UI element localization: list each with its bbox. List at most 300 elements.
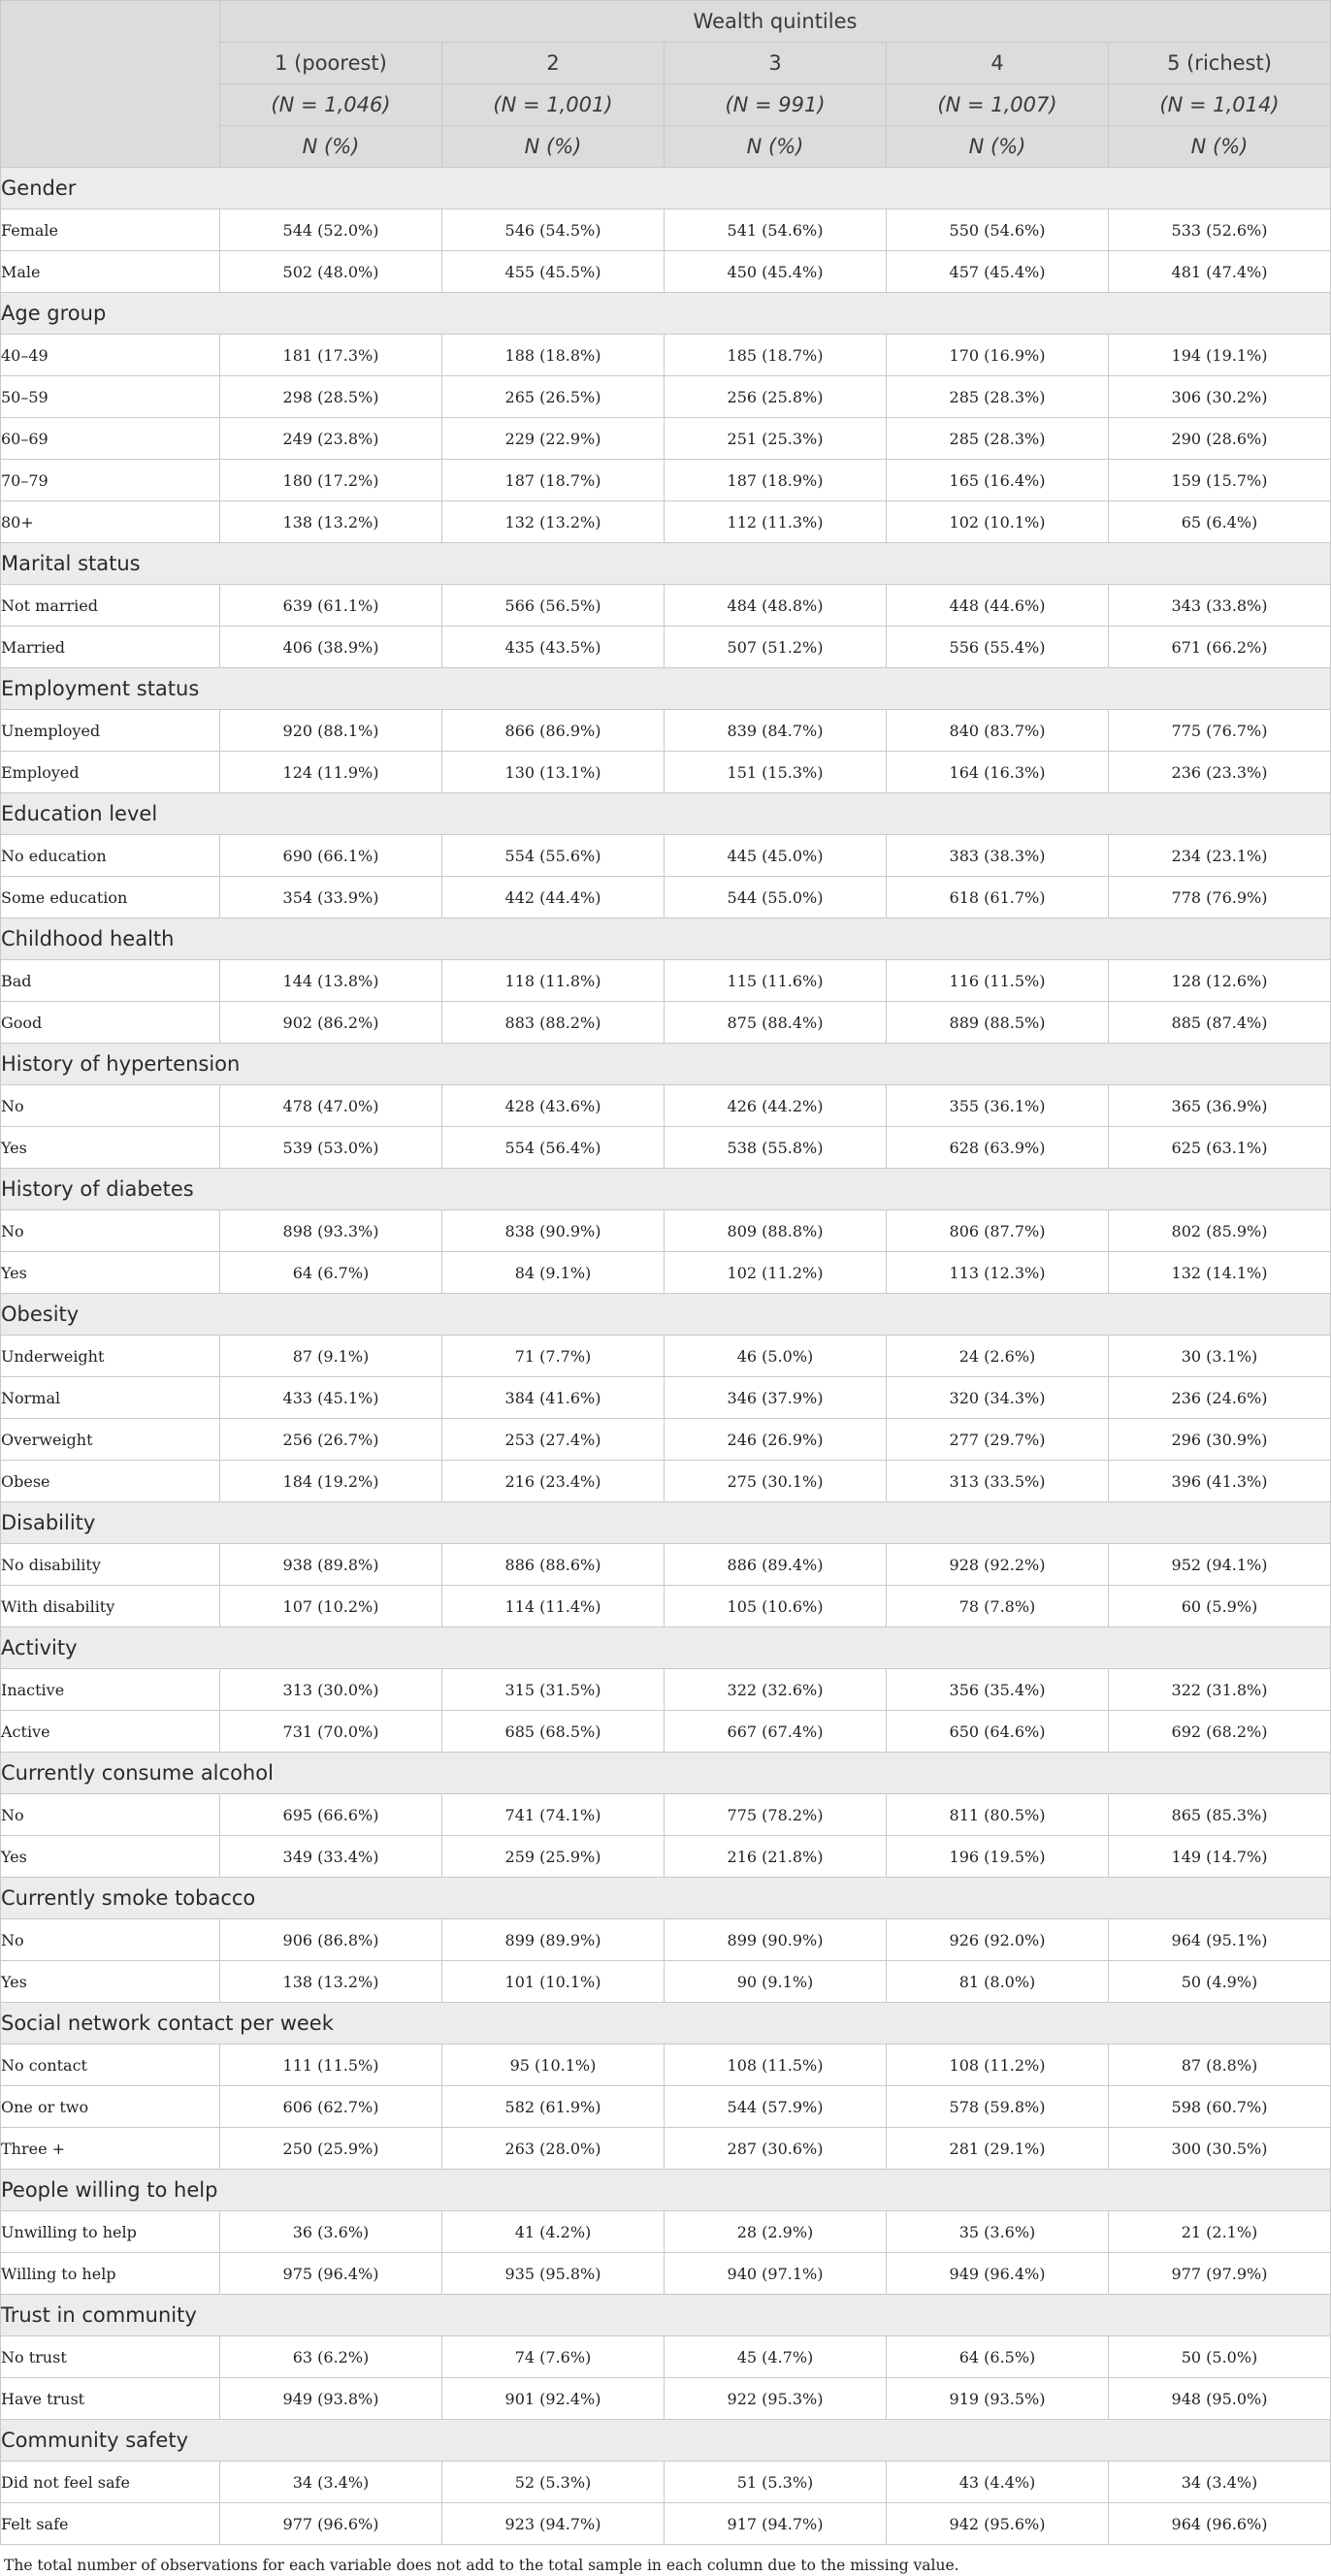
value-cell-quintile-4: 281 (29.1%)	[887, 2128, 1109, 2170]
value-cell-quintile-3: 544 (57.9%)	[665, 2086, 887, 2128]
value-cell-quintile-4: 356 (35.4%)	[887, 1669, 1109, 1711]
value-cell-quintile-1: 180 (17.2%)	[220, 460, 442, 501]
unit-header-4: N (%)	[887, 126, 1109, 168]
section-header-row	[1, 918, 1331, 960]
value-cell-quintile-1: 731 (70.0%)	[220, 1711, 442, 1753]
value-cell-quintile-5: 948 (95.0%)	[1109, 2378, 1331, 2420]
value-cell-quintile-2: 554 (55.6%)	[442, 835, 665, 877]
value-cell-quintile-2: 74 (7.6%)	[442, 2336, 665, 2378]
value-cell-quintile-1: 906 (86.8%)	[220, 1919, 442, 1961]
section-title: History of diabetes	[1, 1169, 1331, 1210]
value-cell-quintile-2: 265 (26.5%)	[442, 376, 665, 418]
value-cell-quintile-3: 246 (26.9%)	[665, 1419, 887, 1461]
value-cell-quintile-4: 285 (28.3%)	[887, 418, 1109, 460]
value-cell-quintile-5: 964 (95.1%)	[1109, 1919, 1331, 1961]
section-title: Currently consume alcohol	[1, 1753, 1331, 1794]
quintile-header-3: 3	[665, 43, 887, 84]
value-cell-quintile-2: 741 (74.1%)	[442, 1794, 665, 1836]
value-cell-quintile-2: 259 (25.9%)	[442, 1836, 665, 1878]
value-cell-quintile-5: 30 (3.1%)	[1109, 1336, 1331, 1377]
table-body	[1, 168, 1331, 2545]
value-cell-quintile-4: 949 (96.4%)	[887, 2253, 1109, 2295]
table-row	[1, 1711, 1331, 1753]
value-cell-quintile-3: 899 (90.9%)	[665, 1919, 887, 1961]
section-header-row	[1, 1294, 1331, 1336]
value-cell-quintile-2: 132 (13.2%)	[442, 501, 665, 543]
value-cell-quintile-1: 64 (6.7%)	[220, 1252, 442, 1294]
value-cell-quintile-1: 256 (26.7%)	[220, 1419, 442, 1461]
value-cell-quintile-4: 355 (36.1%)	[887, 1085, 1109, 1127]
table-row	[1, 2462, 1331, 2503]
value-cell-quintile-4: 448 (44.6%)	[887, 585, 1109, 627]
value-cell-quintile-1: 977 (96.6%)	[220, 2503, 442, 2545]
row-label: Unwilling to help	[1, 2211, 220, 2253]
value-cell-quintile-3: 667 (67.4%)	[665, 1711, 887, 1753]
table-row	[1, 460, 1331, 501]
value-cell-quintile-5: 50 (4.9%)	[1109, 1961, 1331, 2003]
row-label: Some education	[1, 877, 220, 918]
section-title: Obesity	[1, 1294, 1331, 1336]
quintile-header-4: 4	[887, 43, 1109, 84]
value-cell-quintile-5: 234 (23.1%)	[1109, 835, 1331, 877]
value-cell-quintile-1: 695 (66.6%)	[220, 1794, 442, 1836]
table-row	[1, 585, 1331, 627]
quintile-header-5: 5 (richest)	[1109, 43, 1331, 84]
value-cell-quintile-4: 811 (80.5%)	[887, 1794, 1109, 1836]
row-label: 60–69	[1, 418, 220, 460]
value-cell-quintile-2: 187 (18.7%)	[442, 460, 665, 501]
value-cell-quintile-1: 938 (89.8%)	[220, 1544, 442, 1586]
row-label: 50–59	[1, 376, 220, 418]
row-label: One or two	[1, 2086, 220, 2128]
section-title: Activity	[1, 1627, 1331, 1669]
unit-header-1: N (%)	[220, 126, 442, 168]
header-corner-cell	[1, 1, 220, 168]
value-cell-quintile-3: 45 (4.7%)	[665, 2336, 887, 2378]
section-header-row	[1, 1627, 1331, 1669]
value-cell-quintile-1: 478 (47.0%)	[220, 1085, 442, 1127]
table-row	[1, 2336, 1331, 2378]
row-label: Yes	[1, 1252, 220, 1294]
value-cell-quintile-4: 578 (59.8%)	[887, 2086, 1109, 2128]
row-label: No	[1, 1210, 220, 1252]
value-cell-quintile-2: 315 (31.5%)	[442, 1669, 665, 1711]
value-cell-quintile-5: 598 (60.7%)	[1109, 2086, 1331, 2128]
row-label: Normal	[1, 1377, 220, 1419]
table-row	[1, 1961, 1331, 2003]
value-cell-quintile-4: 889 (88.5%)	[887, 1002, 1109, 1044]
value-cell-quintile-3: 105 (10.6%)	[665, 1586, 887, 1627]
table-row	[1, 2211, 1331, 2253]
row-label: No	[1, 1794, 220, 1836]
unit-header-3: N (%)	[665, 126, 887, 168]
value-cell-quintile-4: 116 (11.5%)	[887, 960, 1109, 1002]
value-cell-quintile-5: 296 (30.9%)	[1109, 1419, 1331, 1461]
value-cell-quintile-2: 384 (41.6%)	[442, 1377, 665, 1419]
row-label: 40–49	[1, 335, 220, 376]
value-cell-quintile-2: 935 (95.8%)	[442, 2253, 665, 2295]
value-cell-quintile-1: 902 (86.2%)	[220, 1002, 442, 1044]
value-cell-quintile-5: 236 (23.3%)	[1109, 752, 1331, 793]
row-label: Willing to help	[1, 2253, 220, 2295]
value-cell-quintile-5: 65 (6.4%)	[1109, 501, 1331, 543]
value-cell-quintile-3: 287 (30.6%)	[665, 2128, 887, 2170]
value-cell-quintile-4: 618 (61.7%)	[887, 877, 1109, 918]
value-cell-quintile-2: 901 (92.4%)	[442, 2378, 665, 2420]
value-cell-quintile-1: 349 (33.4%)	[220, 1836, 442, 1878]
value-cell-quintile-2: 130 (13.1%)	[442, 752, 665, 793]
value-cell-quintile-4: 556 (55.4%)	[887, 627, 1109, 668]
table-row	[1, 1794, 1331, 1836]
row-label: Yes	[1, 1127, 220, 1169]
row-label: No contact	[1, 2045, 220, 2086]
table-row	[1, 335, 1331, 376]
row-label: No trust	[1, 2336, 220, 2378]
section-title: Currently smoke tobacco	[1, 1878, 1331, 1919]
value-cell-quintile-3: 426 (44.2%)	[665, 1085, 887, 1127]
value-cell-quintile-1: 690 (66.1%)	[220, 835, 442, 877]
value-cell-quintile-5: 775 (76.7%)	[1109, 710, 1331, 752]
value-cell-quintile-1: 606 (62.7%)	[220, 2086, 442, 2128]
value-cell-quintile-2: 114 (11.4%)	[442, 1586, 665, 1627]
section-title: Social network contact per week	[1, 2003, 1331, 2045]
value-cell-quintile-3: 112 (11.3%)	[665, 501, 887, 543]
unit-header-5: N (%)	[1109, 126, 1331, 168]
value-cell-quintile-3: 541 (54.6%)	[665, 209, 887, 251]
value-cell-quintile-2: 886 (88.6%)	[442, 1544, 665, 1586]
value-cell-quintile-3: 544 (55.0%)	[665, 877, 887, 918]
table-row	[1, 2503, 1331, 2545]
value-cell-quintile-3: 185 (18.7%)	[665, 335, 887, 376]
value-cell-quintile-4: 285 (28.3%)	[887, 376, 1109, 418]
table-row	[1, 1127, 1331, 1169]
section-header-row	[1, 793, 1331, 835]
row-label: Underweight	[1, 1336, 220, 1377]
value-cell-quintile-5: 306 (30.2%)	[1109, 376, 1331, 418]
value-cell-quintile-3: 346 (37.9%)	[665, 1377, 887, 1419]
value-cell-quintile-4: 320 (34.3%)	[887, 1377, 1109, 1419]
value-cell-quintile-3: 538 (55.8%)	[665, 1127, 887, 1169]
row-label: Have trust	[1, 2378, 220, 2420]
value-cell-quintile-2: 95 (10.1%)	[442, 2045, 665, 2086]
value-cell-quintile-2: 428 (43.6%)	[442, 1085, 665, 1127]
value-cell-quintile-5: 885 (87.4%)	[1109, 1002, 1331, 1044]
value-cell-quintile-2: 435 (43.5%)	[442, 627, 665, 668]
unit-header-2: N (%)	[442, 126, 665, 168]
value-cell-quintile-4: 926 (92.0%)	[887, 1919, 1109, 1961]
section-title: Childhood health	[1, 918, 1331, 960]
value-cell-quintile-2: 554 (56.4%)	[442, 1127, 665, 1169]
value-cell-quintile-3: 28 (2.9%)	[665, 2211, 887, 2253]
value-cell-quintile-1: 898 (93.3%)	[220, 1210, 442, 1252]
value-cell-quintile-5: 692 (68.2%)	[1109, 1711, 1331, 1753]
value-cell-quintile-2: 883 (88.2%)	[442, 1002, 665, 1044]
section-title: People willing to help	[1, 2170, 1331, 2211]
table-row	[1, 1461, 1331, 1502]
value-cell-quintile-4: 942 (95.6%)	[887, 2503, 1109, 2545]
table-row	[1, 418, 1331, 460]
value-cell-quintile-5: 21 (2.1%)	[1109, 2211, 1331, 2253]
value-cell-quintile-2: 41 (4.2%)	[442, 2211, 665, 2253]
value-cell-quintile-1: 107 (10.2%)	[220, 1586, 442, 1627]
value-cell-quintile-1: 406 (38.9%)	[220, 627, 442, 668]
sample-size-header-2: (N = 1,001)	[442, 84, 665, 126]
value-cell-quintile-1: 34 (3.4%)	[220, 2462, 442, 2503]
value-cell-quintile-3: 940 (97.1%)	[665, 2253, 887, 2295]
row-label: Did not feel safe	[1, 2462, 220, 2503]
value-cell-quintile-5: 87 (8.8%)	[1109, 2045, 1331, 2086]
value-cell-quintile-1: 138 (13.2%)	[220, 501, 442, 543]
value-cell-quintile-3: 809 (88.8%)	[665, 1210, 887, 1252]
section-header-row	[1, 168, 1331, 209]
table-row	[1, 877, 1331, 918]
value-cell-quintile-4: 165 (16.4%)	[887, 460, 1109, 501]
value-cell-quintile-2: 866 (86.9%)	[442, 710, 665, 752]
value-cell-quintile-3: 102 (11.2%)	[665, 1252, 887, 1294]
value-cell-quintile-1: 124 (11.9%)	[220, 752, 442, 793]
value-cell-quintile-1: 184 (19.2%)	[220, 1461, 442, 1502]
value-cell-quintile-2: 253 (27.4%)	[442, 1419, 665, 1461]
row-label: Obese	[1, 1461, 220, 1502]
value-cell-quintile-3: 322 (32.6%)	[665, 1669, 887, 1711]
section-title: Community safety	[1, 2420, 1331, 2462]
value-cell-quintile-1: 502 (48.0%)	[220, 251, 442, 293]
value-cell-quintile-4: 628 (63.9%)	[887, 1127, 1109, 1169]
value-cell-quintile-3: 256 (25.8%)	[665, 376, 887, 418]
table-row	[1, 1669, 1331, 1711]
value-cell-quintile-4: 35 (3.6%)	[887, 2211, 1109, 2253]
table-row	[1, 1836, 1331, 1878]
table-row	[1, 1252, 1331, 1294]
value-cell-quintile-1: 298 (28.5%)	[220, 376, 442, 418]
value-cell-quintile-3: 922 (95.3%)	[665, 2378, 887, 2420]
value-cell-quintile-2: 566 (56.5%)	[442, 585, 665, 627]
row-label: Yes	[1, 1961, 220, 2003]
section-title: Employment status	[1, 668, 1331, 710]
value-cell-quintile-4: 164 (16.3%)	[887, 752, 1109, 793]
value-cell-quintile-1: 313 (30.0%)	[220, 1669, 442, 1711]
value-cell-quintile-5: 128 (12.6%)	[1109, 960, 1331, 1002]
value-cell-quintile-2: 216 (23.4%)	[442, 1461, 665, 1502]
value-cell-quintile-5: 300 (30.5%)	[1109, 2128, 1331, 2170]
value-cell-quintile-5: 343 (33.8%)	[1109, 585, 1331, 627]
value-cell-quintile-2: 52 (5.3%)	[442, 2462, 665, 2503]
value-cell-quintile-3: 917 (94.7%)	[665, 2503, 887, 2545]
value-cell-quintile-2: 188 (18.8%)	[442, 335, 665, 376]
value-cell-quintile-4: 64 (6.5%)	[887, 2336, 1109, 2378]
table-row	[1, 1377, 1331, 1419]
section-title: Disability	[1, 1502, 1331, 1544]
value-cell-quintile-5: 952 (94.1%)	[1109, 1544, 1331, 1586]
table-row	[1, 1085, 1331, 1127]
row-label: Good	[1, 1002, 220, 1044]
table-row	[1, 2045, 1331, 2086]
value-cell-quintile-2: 263 (28.0%)	[442, 2128, 665, 2170]
section-header-row	[1, 2003, 1331, 2045]
value-cell-quintile-2: 546 (54.5%)	[442, 209, 665, 251]
row-label: 80+	[1, 501, 220, 543]
value-cell-quintile-3: 187 (18.9%)	[665, 460, 887, 501]
row-label: With disability	[1, 1586, 220, 1627]
table-row	[1, 1210, 1331, 1252]
table-row	[1, 1336, 1331, 1377]
table-row	[1, 251, 1331, 293]
value-cell-quintile-4: 550 (54.6%)	[887, 209, 1109, 251]
value-cell-quintile-3: 886 (89.4%)	[665, 1544, 887, 1586]
section-header-row	[1, 1878, 1331, 1919]
table-row	[1, 209, 1331, 251]
section-header-row	[1, 1169, 1331, 1210]
row-label: Active	[1, 1711, 220, 1753]
value-cell-quintile-4: 113 (12.3%)	[887, 1252, 1109, 1294]
value-cell-quintile-3: 90 (9.1%)	[665, 1961, 887, 2003]
value-cell-quintile-3: 51 (5.3%)	[665, 2462, 887, 2503]
value-cell-quintile-1: 144 (13.8%)	[220, 960, 442, 1002]
value-cell-quintile-5: 159 (15.7%)	[1109, 460, 1331, 501]
value-cell-quintile-5: 149 (14.7%)	[1109, 1836, 1331, 1878]
value-cell-quintile-4: 650 (64.6%)	[887, 1711, 1109, 1753]
quintile-header-1: 1 (poorest)	[220, 43, 442, 84]
table-row	[1, 1544, 1331, 1586]
table-row	[1, 1586, 1331, 1627]
value-cell-quintile-3: 775 (78.2%)	[665, 1794, 887, 1836]
value-cell-quintile-3: 151 (15.3%)	[665, 752, 887, 793]
value-cell-quintile-1: 36 (3.6%)	[220, 2211, 442, 2253]
value-cell-quintile-4: 806 (87.7%)	[887, 1210, 1109, 1252]
value-cell-quintile-4: 928 (92.2%)	[887, 1544, 1109, 1586]
value-cell-quintile-1: 63 (6.2%)	[220, 2336, 442, 2378]
value-cell-quintile-3: 275 (30.1%)	[665, 1461, 887, 1502]
value-cell-quintile-4: 78 (7.8%)	[887, 1586, 1109, 1627]
value-cell-quintile-5: 322 (31.8%)	[1109, 1669, 1331, 1711]
row-label: Male	[1, 251, 220, 293]
value-cell-quintile-1: 87 (9.1%)	[220, 1336, 442, 1377]
table-row	[1, 376, 1331, 418]
section-header-row	[1, 2170, 1331, 2211]
value-cell-quintile-5: 625 (63.1%)	[1109, 1127, 1331, 1169]
value-cell-quintile-2: 899 (89.9%)	[442, 1919, 665, 1961]
value-cell-quintile-3: 445 (45.0%)	[665, 835, 887, 877]
row-label: Felt safe	[1, 2503, 220, 2545]
value-cell-quintile-5: 802 (85.9%)	[1109, 1210, 1331, 1252]
value-cell-quintile-3: 108 (11.5%)	[665, 2045, 887, 2086]
section-header-row	[1, 1044, 1331, 1085]
table-header	[1, 1, 1331, 168]
section-title: Trust in community	[1, 2295, 1331, 2336]
section-title: Marital status	[1, 543, 1331, 585]
value-cell-quintile-5: 964 (96.6%)	[1109, 2503, 1331, 2545]
value-cell-quintile-5: 60 (5.9%)	[1109, 1586, 1331, 1627]
table-row	[1, 2378, 1331, 2420]
value-cell-quintile-4: 108 (11.2%)	[887, 2045, 1109, 2086]
row-label: No	[1, 1919, 220, 1961]
value-cell-quintile-1: 544 (52.0%)	[220, 209, 442, 251]
value-cell-quintile-2: 84 (9.1%)	[442, 1252, 665, 1294]
value-cell-quintile-4: 277 (29.7%)	[887, 1419, 1109, 1461]
section-title: Education level	[1, 793, 1331, 835]
value-cell-quintile-2: 229 (22.9%)	[442, 418, 665, 460]
value-cell-quintile-2: 582 (61.9%)	[442, 2086, 665, 2128]
value-cell-quintile-4: 43 (4.4%)	[887, 2462, 1109, 2503]
value-cell-quintile-5: 671 (66.2%)	[1109, 627, 1331, 668]
row-label: Overweight	[1, 1419, 220, 1461]
table-row	[1, 2086, 1331, 2128]
value-cell-quintile-4: 840 (83.7%)	[887, 710, 1109, 752]
value-cell-quintile-2: 442 (44.4%)	[442, 877, 665, 918]
value-cell-quintile-1: 138 (13.2%)	[220, 1961, 442, 2003]
value-cell-quintile-2: 838 (90.9%)	[442, 1210, 665, 1252]
value-cell-quintile-1: 639 (61.1%)	[220, 585, 442, 627]
value-cell-quintile-2: 685 (68.5%)	[442, 1711, 665, 1753]
row-label: 70–79	[1, 460, 220, 501]
section-header-row	[1, 543, 1331, 585]
value-cell-quintile-4: 81 (8.0%)	[887, 1961, 1109, 2003]
value-cell-quintile-5: 290 (28.6%)	[1109, 418, 1331, 460]
section-header-row	[1, 668, 1331, 710]
section-title: Gender	[1, 168, 1331, 209]
value-cell-quintile-4: 196 (19.5%)	[887, 1836, 1109, 1878]
value-cell-quintile-3: 507 (51.2%)	[665, 627, 887, 668]
value-cell-quintile-2: 71 (7.7%)	[442, 1336, 665, 1377]
table-row	[1, 627, 1331, 668]
section-header-row	[1, 1502, 1331, 1544]
table-row	[1, 1419, 1331, 1461]
value-cell-quintile-3: 875 (88.4%)	[665, 1002, 887, 1044]
table-row	[1, 501, 1331, 543]
table-row	[1, 2128, 1331, 2170]
sample-size-header-5: (N = 1,014)	[1109, 84, 1331, 126]
row-label: No education	[1, 835, 220, 877]
table-row	[1, 960, 1331, 1002]
row-label: Unemployed	[1, 710, 220, 752]
value-cell-quintile-2: 923 (94.7%)	[442, 2503, 665, 2545]
table-row	[1, 1919, 1331, 1961]
row-label: No disability	[1, 1544, 220, 1586]
row-label: No	[1, 1085, 220, 1127]
section-title: Age group	[1, 293, 1331, 335]
table-row	[1, 2253, 1331, 2295]
value-cell-quintile-2: 455 (45.5%)	[442, 251, 665, 293]
table-row	[1, 752, 1331, 793]
value-cell-quintile-5: 977 (97.9%)	[1109, 2253, 1331, 2295]
section-header-row	[1, 2420, 1331, 2462]
row-label: Yes	[1, 1836, 220, 1878]
row-label: Female	[1, 209, 220, 251]
row-label: Inactive	[1, 1669, 220, 1711]
value-cell-quintile-3: 484 (48.8%)	[665, 585, 887, 627]
value-cell-quintile-1: 433 (45.1%)	[220, 1377, 442, 1419]
value-cell-quintile-3: 251 (25.3%)	[665, 418, 887, 460]
value-cell-quintile-4: 919 (93.5%)	[887, 2378, 1109, 2420]
value-cell-quintile-4: 24 (2.6%)	[887, 1336, 1109, 1377]
value-cell-quintile-4: 383 (38.3%)	[887, 835, 1109, 877]
value-cell-quintile-3: 450 (45.4%)	[665, 251, 887, 293]
value-cell-quintile-1: 181 (17.3%)	[220, 335, 442, 376]
sample-size-header-4: (N = 1,007)	[887, 84, 1109, 126]
row-label: Married	[1, 627, 220, 668]
value-cell-quintile-3: 216 (21.8%)	[665, 1836, 887, 1878]
value-cell-quintile-5: 132 (14.1%)	[1109, 1252, 1331, 1294]
value-cell-quintile-1: 249 (23.8%)	[220, 418, 442, 460]
wealth-quintiles-header: Wealth quintiles	[220, 1, 1331, 43]
row-label: Bad	[1, 960, 220, 1002]
value-cell-quintile-1: 539 (53.0%)	[220, 1127, 442, 1169]
quintile-header-2: 2	[442, 43, 665, 84]
value-cell-quintile-5: 778 (76.9%)	[1109, 877, 1331, 918]
value-cell-quintile-4: 457 (45.4%)	[887, 251, 1109, 293]
section-title: History of hypertension	[1, 1044, 1331, 1085]
section-header-row	[1, 1753, 1331, 1794]
